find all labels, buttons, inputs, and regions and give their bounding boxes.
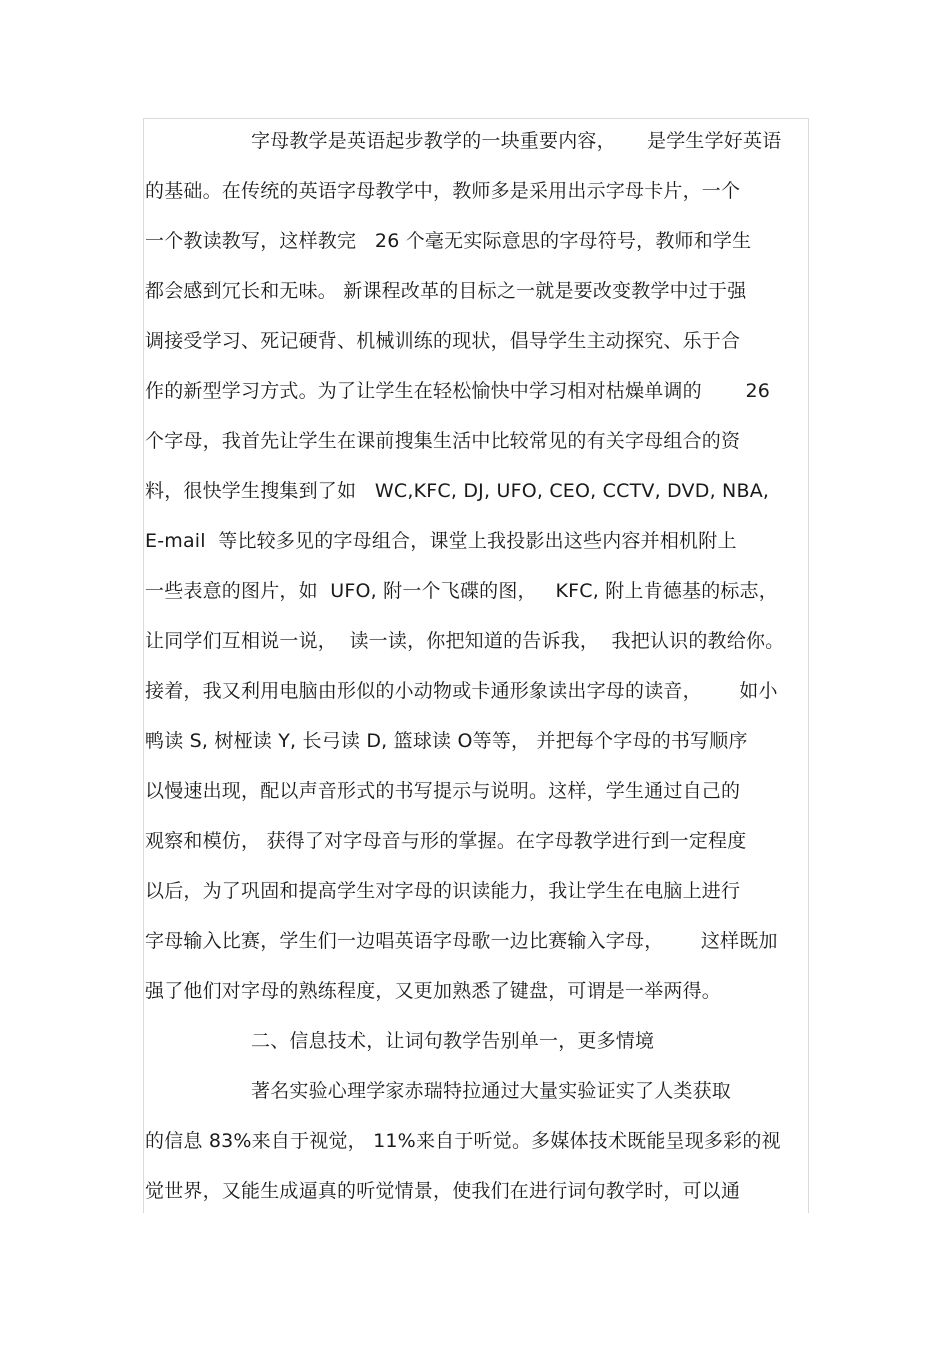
paragraph-line: 字母输入比赛，学生们一边唱英语字母歌一边比赛输入字母， 这样既加 [145,930,778,952]
section-heading: 二、信息技术，让词句教学告别单一，更多情境 [251,1030,655,1052]
paragraph-line: 的信息 83%来自于视觉， 11%来自于听觉。多媒体技术既能呈现多彩的视 [145,1130,781,1152]
paragraph-line: 字母教学是英语起步教学的一块重要内容， 是学生学好英语 [251,130,782,152]
paragraph-line: 让同学们互相说一说， 读一读，你把知道的告诉我， 我把认识的教给你。 [145,630,785,652]
paragraph-line: E-mail 等比较多见的字母组合，课堂上我投影出这些内容并相机附上 [145,530,737,552]
paragraph-line: 强了他们对字母的熟练程度，又更加熟悉了键盘，可谓是一举两得。 [145,980,722,1002]
paragraph-line: 著名实验心理学家赤瑞特拉通过大量实验证实了人类获取 [251,1080,732,1102]
paragraph-line: 个字母，我首先让学生在课前搜集生活中比较常见的有关字母组合的资 [145,430,741,452]
paragraph-line: 调接受学习、死记硬背、机械训练的现状，倡导学生主动探究、乐于合 [145,330,741,352]
paragraph-line: 一些表意的图片，如 UFO, 附一个飞碟的图， KFC, 附上肯德基的标志， [145,580,779,602]
paragraph-line: 鸭读 S, 树桠读 Y, 长弓读 D, 篮球读 O等等， 并把每个字母的书写顺序 [145,730,748,752]
paragraph-line: 接着，我又利用电脑由形似的小动物或卡通形象读出字母的读音， 如小 [145,680,778,702]
paragraph-line: 一个教读教写，这样教完 26 个毫无实际意思的字母符号，教师和学生 [145,230,752,252]
paragraph-line: 以慢速出现，配以声音形式的书写提示与说明。这样，学生通过自己的 [145,780,741,802]
paragraph-line: 料，很快学生搜集到了如 WC,KFC, DJ, UFO, CEO, CCTV, DVD, NBA, [145,480,770,502]
paragraph-line: 观察和模仿， 获得了对字母音与形的掌握。在字母教学进行到一定程度 [145,830,747,852]
paragraph-line: 的基础。在传统的英语字母教学中，教师多是采用出示字母卡片，一个 [145,180,741,202]
paragraph-line: 以后，为了巩固和提高学生对字母的识读能力，我让学生在电脑上进行 [145,880,741,902]
paragraph-line: 都会感到冗长和无味。 新课程改革的目标之一就是要改变教学中过于强 [145,280,747,302]
paragraph-line: 作的新型学习方式。为了让学生在轻松愉快中学习相对枯燥单调的 26 [145,380,771,402]
paragraph-line: 觉世界，又能生成逼真的听觉情景，使我们在进行词句教学时，可以通 [145,1180,741,1202]
